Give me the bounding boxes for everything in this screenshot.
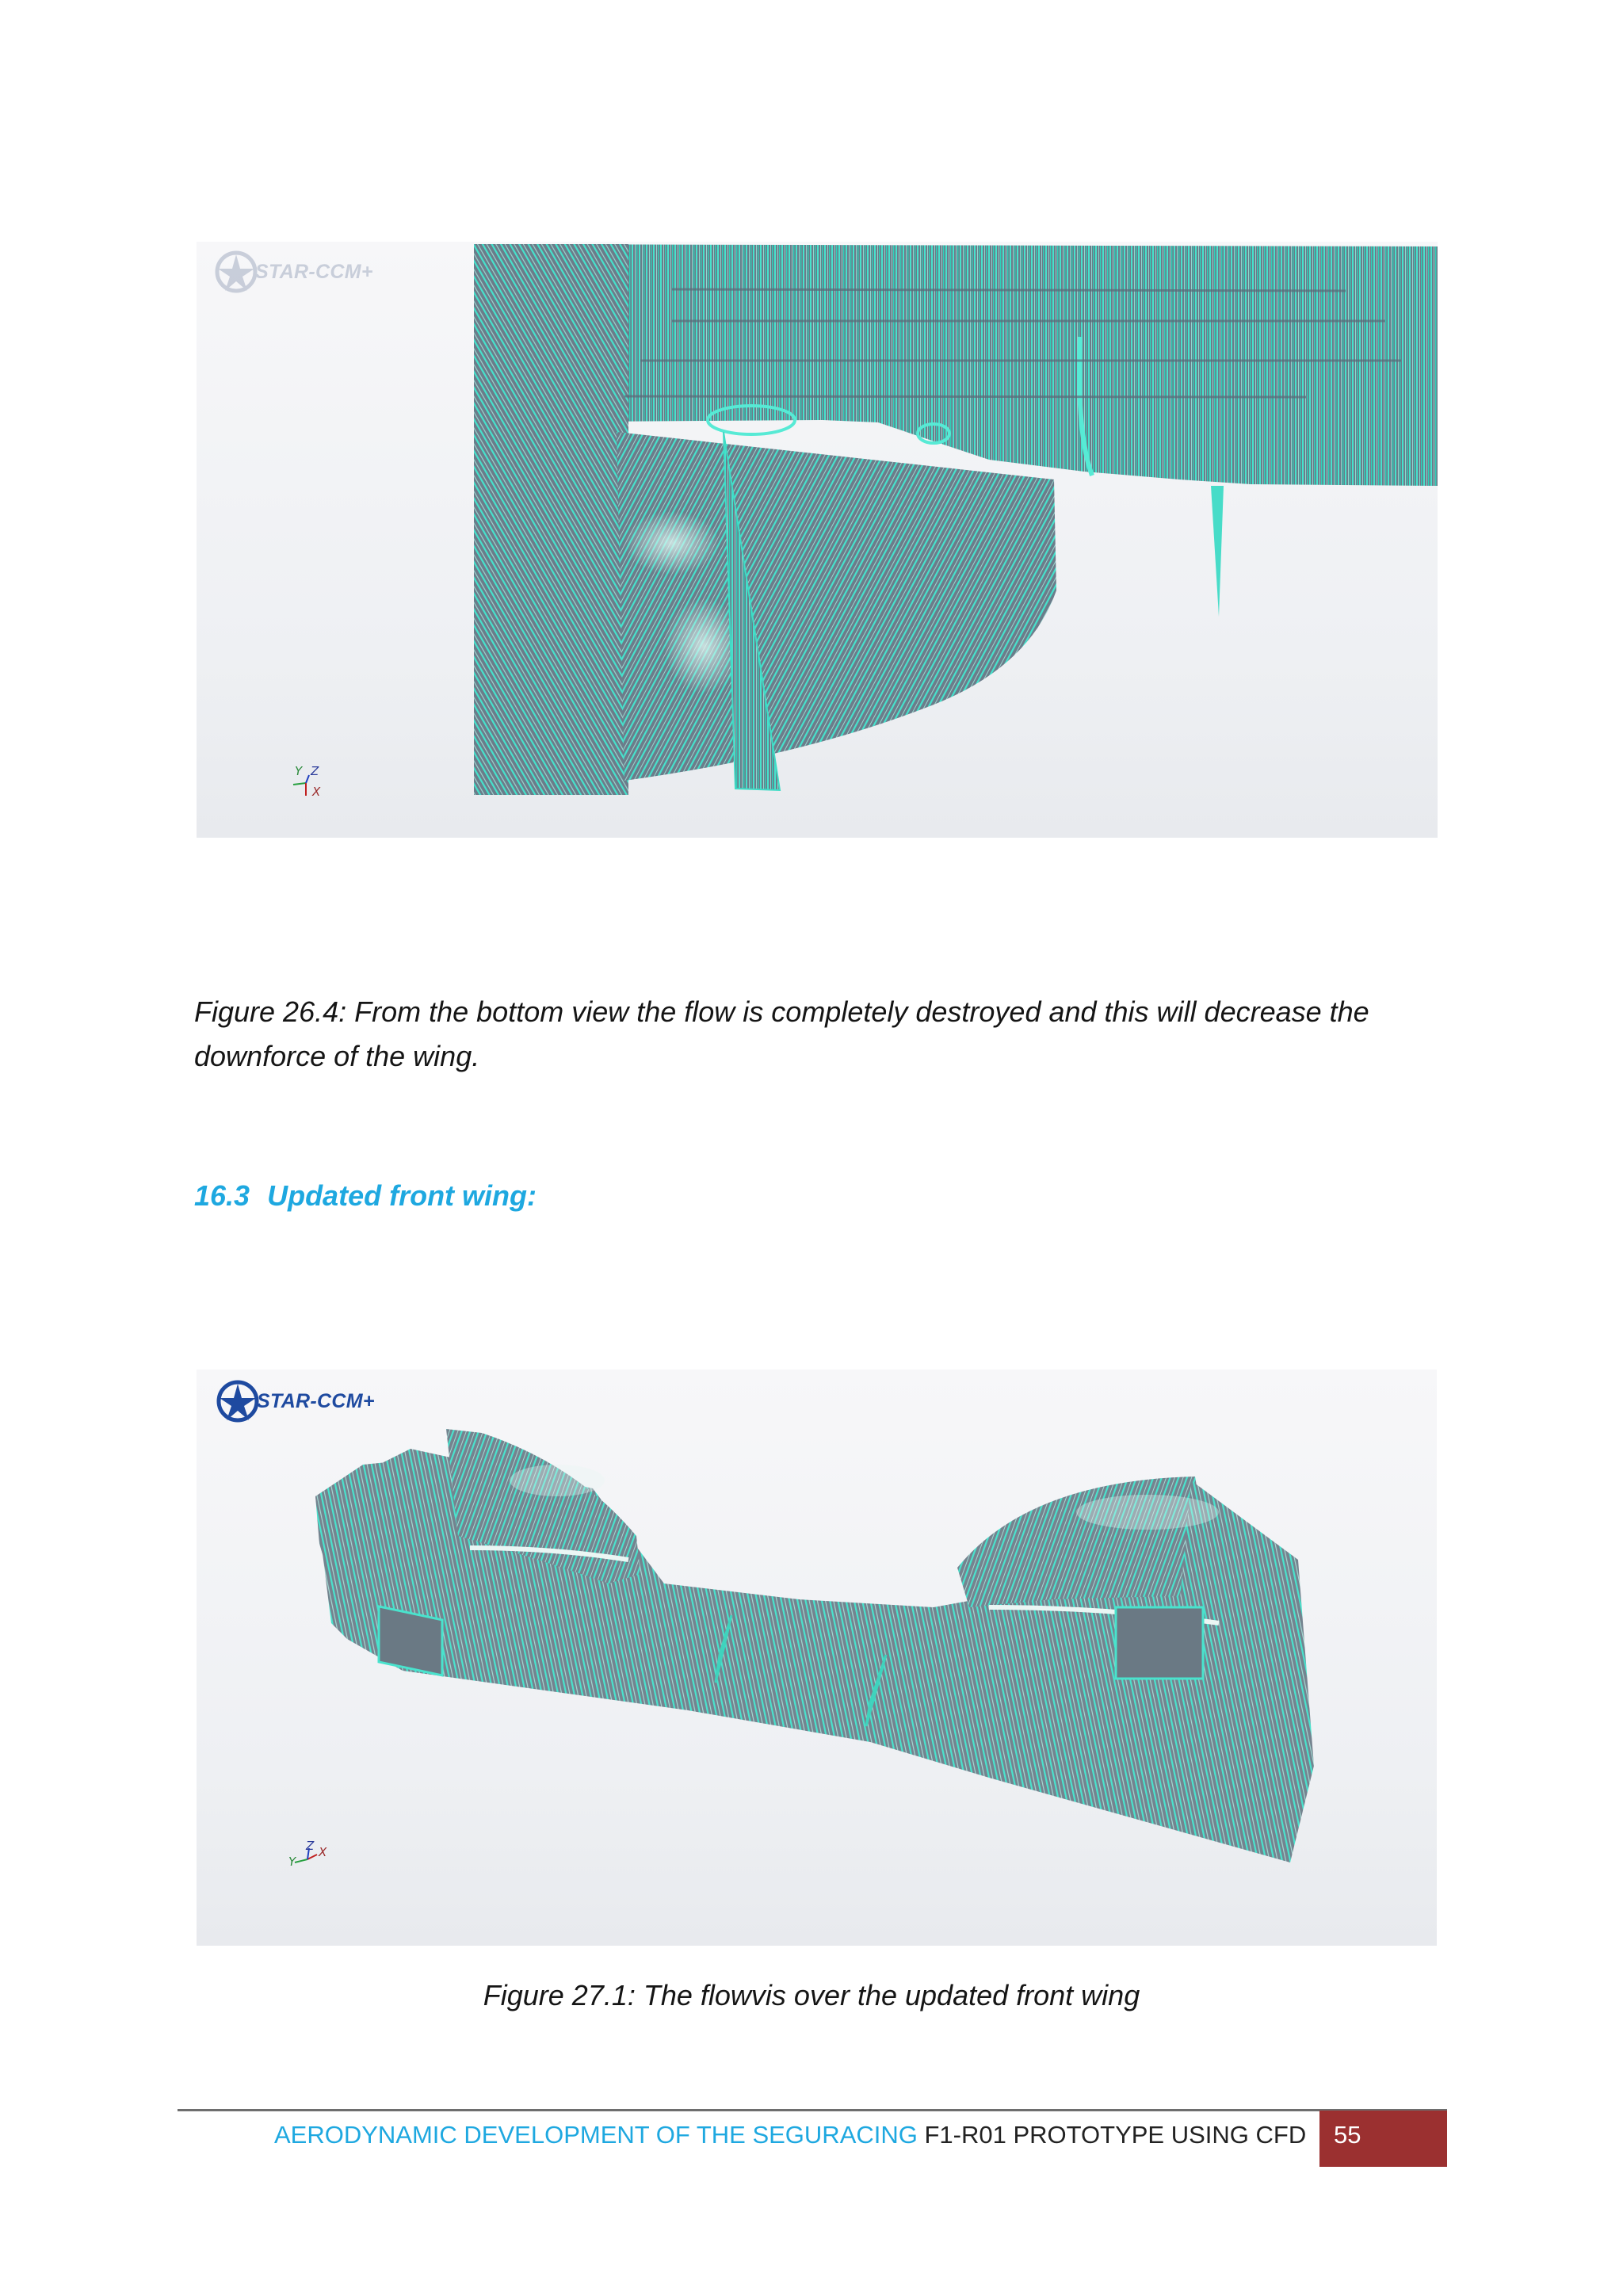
axis-z-label: Z (306, 1839, 315, 1853)
page-number: 55 (1334, 2121, 1361, 2149)
axis-y-label: Y (288, 1855, 296, 1869)
footer-rule (178, 2109, 1447, 2111)
axis-x-label: X (319, 1845, 327, 1859)
footer-title (274, 2121, 1306, 2149)
star-ccm-icon (212, 248, 260, 296)
left-endplate (474, 244, 628, 795)
figure-updated-front-wing (197, 1370, 1437, 1946)
footer-title-colored: AERODYNAMIC DEVELOPMENT OF THE SEGURACING (274, 2121, 918, 2149)
star-ccm-icon (214, 1377, 262, 1425)
logo-text: STAR-CCM+ (255, 260, 373, 283)
logo-text: STAR-CCM+ (257, 1389, 375, 1412)
star-ccm-logo (214, 1377, 375, 1425)
figure-caption: Figure 27.1: The flowvis over the updated front wing (483, 1979, 1140, 2011)
axis-x-label: X (312, 785, 321, 799)
right-fin (1211, 486, 1224, 617)
star-ccm-logo (212, 248, 373, 296)
cfd-render-front-wing (197, 1370, 1437, 1946)
section-title: Updated front wing: (267, 1179, 537, 1212)
cfd-render-bottom-view (197, 242, 1438, 838)
figure-bottom-view (197, 242, 1438, 838)
figure-caption: Figure 26.4: From the bottom view the flow is completely destroyed and this will decrease the downforce of the wing. (194, 995, 1369, 1072)
axis-z-label: Z (311, 764, 319, 778)
page-number-box (1319, 2111, 1447, 2167)
section-heading (194, 1179, 537, 1213)
footer-title-plain: F1-R01 PROTOTYPE USING CFD (924, 2121, 1307, 2149)
axis-y-label: Y (295, 764, 303, 778)
section-number: 16.3 (194, 1179, 250, 1212)
